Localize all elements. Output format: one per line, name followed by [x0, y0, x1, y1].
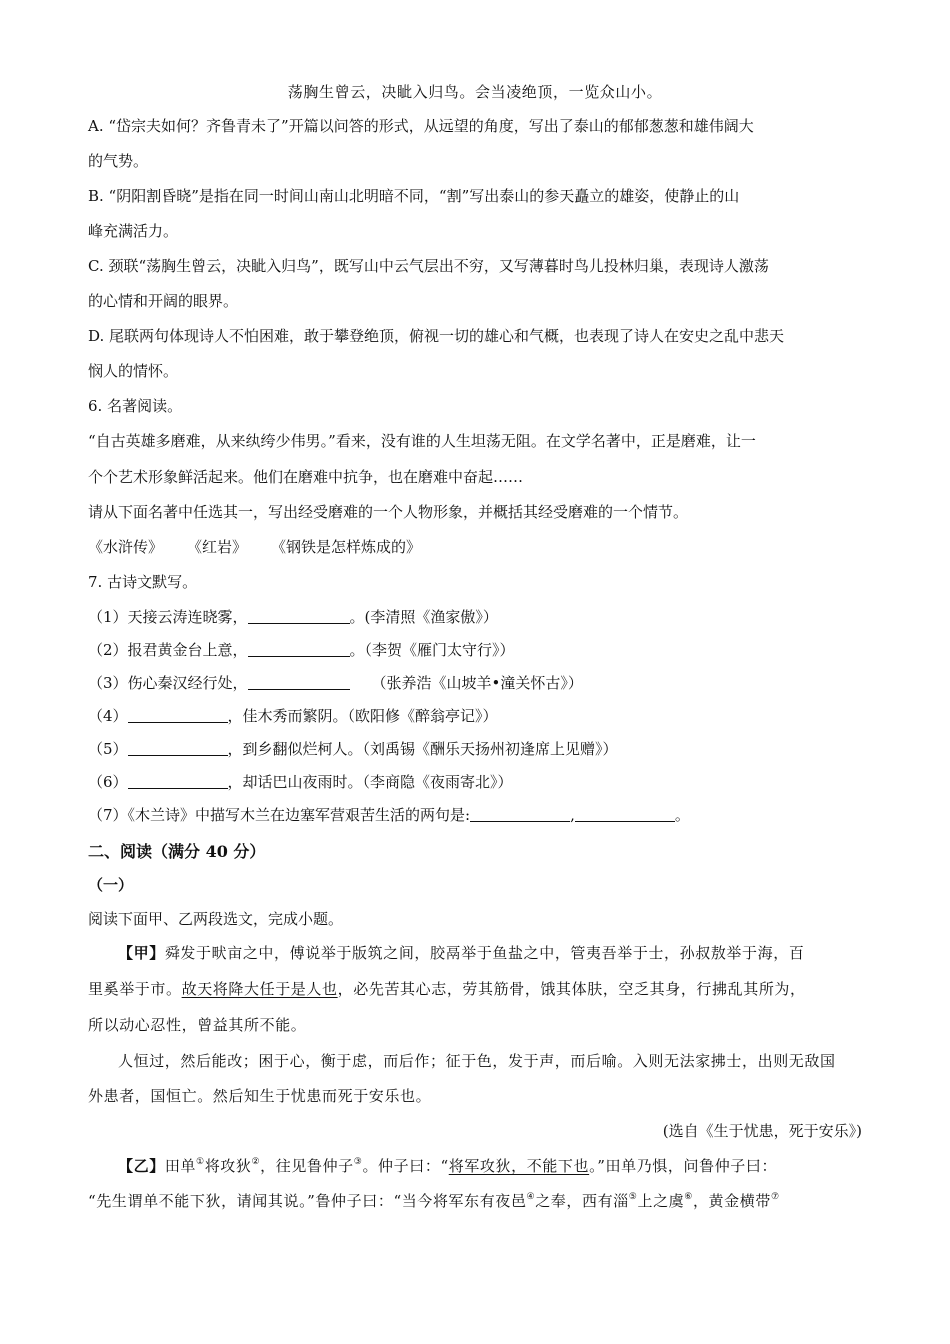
passage-jia-line-4: 人恒过，然后能改；困于心，衡于虑，而后作；征于色，发于声，而后喻。入则无法家拂士，出则无敌国 — [118, 1052, 836, 1070]
passage-yi-line-1: 【乙】田单①将攻狄②，往见鲁仲子③。仲子曰：“将军攻狄，不能下也。”田单乃惧，问鲁仲子曰： — [118, 1157, 778, 1175]
recite-item-2: （2）报君黄金台上意， 。（李贺《雁门太守行》） — [88, 641, 515, 659]
recite-item-6: （6） ，却话巴山夜雨时。（李商隐《夜雨寄北》） — [88, 773, 513, 791]
poem-tail-line: 荡胸生曾云，决眦入归鸟。会当凌绝顶，一览众山小。 — [287, 83, 663, 101]
passage-jia-label: 【甲】 — [118, 944, 165, 962]
question-6-paragraph-1: “自古英雄多磨难，从来纨绔少伟男。”看来，没有谁的人生坦荡无阻。在文学名著中，正是磨难，让一 — [88, 432, 756, 450]
recite-item-1: （1）天接云涛连晓雾， 。(李清照《渔家傲》） — [88, 608, 498, 626]
answer-blank-7a[interactable] — [470, 805, 570, 822]
option-b-line-2: 峰充满活力。 — [88, 222, 179, 240]
recite-item-3: （3）伤心秦汉经行处， （张养浩《山坡羊•潼关怀古》） — [88, 674, 583, 692]
answer-blank-2[interactable] — [248, 640, 350, 657]
answer-blank-4[interactable] — [128, 706, 228, 723]
question-7-title: 7. 古诗文默写。 — [88, 573, 198, 591]
footnote-marker-1: ① — [196, 1157, 205, 1167]
underlined-sentence-yi: 将军攻狄，不能下也 — [448, 1157, 590, 1175]
option-c-line-1: C. 颈联“荡胸生曾云，决眦入归鸟”，既写山中云气层出不穷，又写薄暮时鸟儿投林归巢，表现诗人激荡 — [88, 257, 769, 275]
answer-blank-1[interactable] — [248, 607, 350, 624]
passage-jia-line-1: 【甲】舜发于畎亩之中，傅说举于版筑之间，胶鬲举于鱼盐之中，管夷吾举于士，孙叔敖举于海，百 — [118, 944, 805, 962]
option-b-line-1: B. “阴阳割昏晓”是指在同一时间山南山北明暗不同，“割”写出泰山的参天矗立的雄姿，使静止的山 — [88, 187, 740, 205]
recite-item-7: （7）《木兰诗》中描写木兰在边塞军营艰苦生活的两句是: , 。 — [88, 806, 690, 824]
passage-jia-line-2: 里奚举于市。故天将降大任于是人也，必先苦其心志，劳其筋骨，饿其体肤，空乏其身，行拂乱其所为， — [88, 980, 806, 998]
footnote-marker-6: ⑥ — [684, 1192, 693, 1202]
book-shuihu: 《水浒传》 — [88, 538, 164, 556]
option-a-line-2: 的气势。 — [88, 152, 149, 170]
footnote-marker-3: ③ — [353, 1157, 363, 1167]
question-6-paragraph-2: 个个艺术形象鲜活起来。他们在磨难中抗争，也在磨难中奋起…… — [88, 468, 524, 486]
reading-instructions: 阅读下面甲、乙两段选文，完成小题。 — [88, 910, 344, 928]
subsection-1-heading: （一） — [88, 876, 134, 894]
option-d-line-1: D. 尾联两句体现诗人不怕困难，敢于攀登绝顶，俯视一切的雄心和气概，也表现了诗人在安史之乱中悲天 — [88, 327, 785, 345]
book-list — [88, 535, 862, 559]
recite-item-5: （5） ，到乡翻似烂柯人。（刘禹锡《酬乐天扬州初逢席上见赠》） — [88, 740, 618, 758]
passage-jia-line-5: 外患者，国恒亡。然后知生于忧患而死于安乐也。 — [88, 1087, 432, 1105]
question-6-title: 6. 名著阅读。 — [88, 397, 183, 415]
recite-item-4: （4） ，佳木秀而繁阴。（欧阳修《醉翁亭记》） — [88, 707, 498, 725]
option-a-line-1: A. “岱宗夫如何？齐鲁青未了”开篇以问答的形式，从远望的角度，写出了泰山的郁郁葱葱和雄伟阔大 — [88, 117, 754, 135]
footnote-marker-5: ⑤ — [628, 1192, 638, 1202]
underlined-sentence-jia: 故天将降大任于是人也 — [181, 980, 338, 998]
passage-jia-line-3: 所以动心忍性，曾益其所不能。 — [88, 1016, 307, 1034]
answer-blank-3[interactable] — [248, 673, 350, 690]
section-2-heading: 二、阅读（满分 40 分） — [88, 842, 266, 861]
book-hongyan: 《红岩》 — [187, 538, 248, 556]
footnote-marker-7: ⑦ — [770, 1192, 780, 1202]
option-d-line-2: 悯人的情怀。 — [88, 362, 179, 380]
question-6-prompt: 请从下面名著中任选其一，写出经受磨难的一个人物形象，并概括其经受磨难的一个情节。 — [88, 503, 689, 521]
passage-yi-line-2: “先生谓单不能下狄，请闻其说。”鲁仲子曰：“当今将军东有夜邑④之奉，西有淄⑤上之虞⑥，黄金横带⑦ — [88, 1192, 780, 1210]
footnote-marker-2: ② — [251, 1157, 261, 1167]
passage-jia-source: (选自《生于忧患，死于安乐》) — [662, 1122, 862, 1140]
book-gangtie: 《钢铁是怎样炼成的》 — [271, 538, 422, 556]
footnote-marker-4: ④ — [526, 1192, 536, 1202]
answer-blank-5[interactable] — [128, 739, 228, 756]
option-c-line-2: 的心情和开阔的眼界。 — [88, 292, 239, 310]
passage-yi-label: 【乙】 — [118, 1157, 165, 1175]
answer-blank-6[interactable] — [128, 772, 228, 789]
answer-blank-7b[interactable] — [575, 805, 675, 822]
